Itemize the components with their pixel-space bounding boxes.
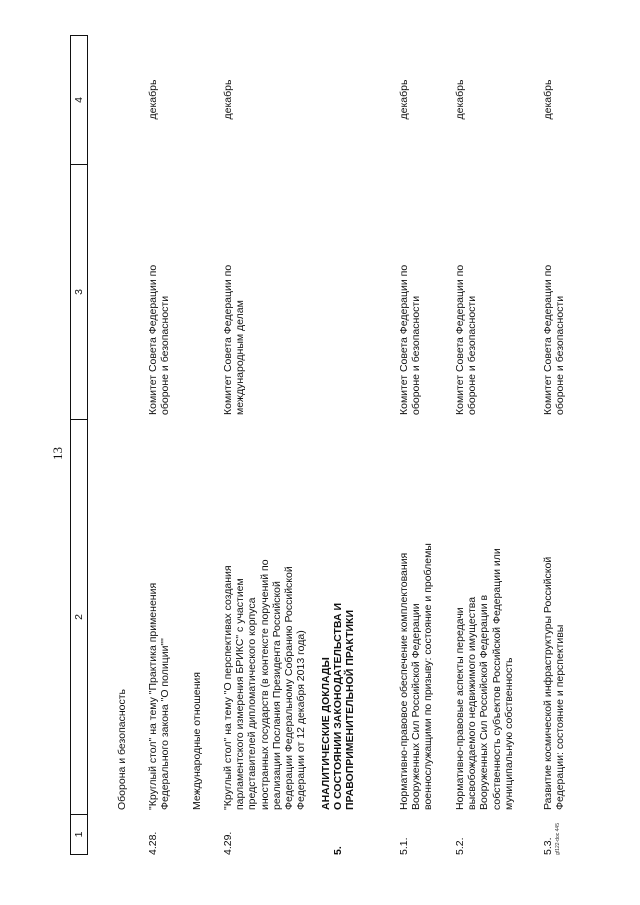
item-number: 5. [332,846,344,855]
item-number: 5.3. [542,837,554,855]
item-month: декабрь [454,79,466,120]
item-responsible: Комитет Совета Федерации по международным делам [222,264,247,415]
section-heading: Международные отношения [191,672,203,810]
column-header-1: 1 [70,814,88,855]
section-title: АНАЛИТИЧЕСКИЕ ДОКЛАДЫ О СОСТОЯНИИ ЗАКОНОДАТЕЛЬСТВА И ПРАВОПРИМЕНИТЕЛЬНОЙ ПРАКТИКИ [320,602,357,810]
document-page [70,35,565,855]
item-event: Нормативно-правовые аспекты передачи высвобождаемого недвижимого имущества Вооруженных Сил Российской Федерации в собственность субъектов Российской Федерации или муниципальную собственность [454,548,515,810]
section-heading: Оборона и безопасность [116,688,128,810]
document-id: gf122-doc 445 [555,823,561,855]
page-number: 13 [50,447,65,460]
item-month: декабрь [147,79,159,120]
item-month: декабрь [222,79,234,120]
item-event: "Круглый стол" на тему "Практика применения Федерального закона "О полиции"" [147,582,172,810]
item-responsible: Комитет Совета Федерации по обороне и безопасности [147,264,172,415]
item-number: 5.1. [398,837,410,855]
column-header-4: 4 [70,35,88,164]
item-event: "Круглый стол" на тему "О перспективах создания парламентского измерения БРИКС" с участием представителей дипломатического корпуса иностранных государств (в контексте поручений по реализации Послания Президента Российской Федерации Федеральному Собранию Российской Федерации от 12 декабря 2013 года) [222,559,308,810]
item-responsible: Комитет Совета Федерации по обороне и безопасности [398,264,423,415]
item-month: декабрь [542,79,554,120]
item-number: 4.28. [147,831,159,855]
item-month: декабрь [398,79,410,120]
item-number: 5.2. [454,837,466,855]
item-event: Развитие космической инфраструктуры Российской Федерации: состояние и перспективы [542,556,567,810]
item-event: Нормативно-правовое обеспечение комплектования Вооруженных Сил Российской Федерации военнослужащими по призыву: состояние и проблемы [398,543,435,810]
item-number: 4.29. [222,831,234,855]
column-header-3: 3 [70,164,88,419]
column-header-2: 2 [70,419,88,814]
item-responsible: Комитет Совета Федерации по обороне и безопасности [542,264,567,415]
item-responsible: Комитет Совета Федерации по обороне и безопасности [454,264,479,415]
